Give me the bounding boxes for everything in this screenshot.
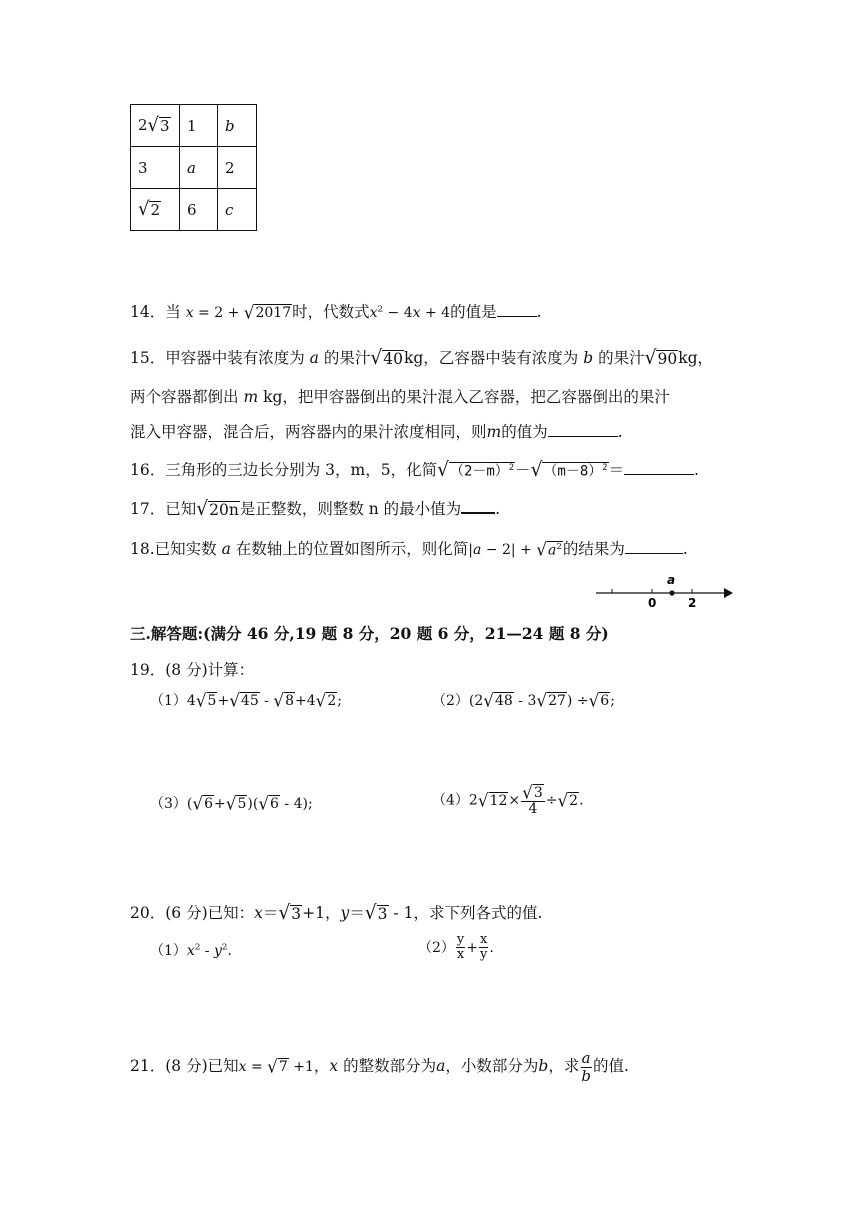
- table-row: [131, 105, 257, 147]
- question-20: 20．(6 分)已知：x＝ √ 3 +1，y＝ √ 3 - 1，求下列各式的值.: [130, 902, 543, 925]
- question-15-line2: 两个容器都倒出 m kg，把甲容器倒出的果汁混入乙容器，把乙容器倒出的果汁: [130, 388, 670, 406]
- question-17: 17．已知 √ 20n 是正整数，则整数 n 的最小值为 .: [130, 498, 501, 521]
- answer-blank[interactable]: [624, 474, 694, 475]
- question-21: 21．(8 分)已知x = √ 7 +1，x 的整数部分为a，小数部分为b，求 $\frac{a}{b}$ 的值.: [130, 1049, 629, 1085]
- question-15-line3: 混入甲容器，混合后，两容器内的果汁浓度相同，则m的值为 .: [130, 423, 623, 441]
- question-18: 18.已知实数 a 在数轴上的位置如图所示，则化简|a − 2| + √ $a^2$ 的结果为 .: [130, 538, 688, 560]
- number-line: [590, 572, 740, 612]
- point-a-label: a: [667, 573, 676, 587]
- table-cell: 3: [131, 147, 180, 189]
- table-cell: √ 2: [131, 189, 180, 231]
- question-19: 19．(8 分)计算：: [130, 661, 255, 679]
- question-20-part2: （2） $\frac{y}{x}$ + $\frac{x}{y}$ .: [418, 932, 494, 963]
- question-15-line1: 15．甲容器中装有浓度为 a 的果汁 √ 40 kg，乙容器中装有浓度为 b 的果汁 √ 90 kg，: [130, 347, 714, 370]
- tick-label-2: 2: [688, 596, 697, 610]
- answer-blank[interactable]: [548, 436, 618, 437]
- question-16: 16．三角形的三边长分别为 3，m，5，化简 √ $(2-m)^2$ － √ $(m-8)^2$ ＝ .: [130, 459, 699, 482]
- tick-label-0: 0: [648, 596, 657, 610]
- table-cell: 6: [180, 189, 218, 231]
- question-19-part4: （4）2 √ 12 × √ 3 4 ÷ √ 2 .: [432, 781, 584, 818]
- question-14: 14．当 x = 2 + √ 2017 时，代数式$x^2 - 4x + 4$的值是 .: [130, 301, 542, 323]
- table-cell: a: [180, 147, 218, 189]
- answer-blank[interactable]: [497, 316, 537, 317]
- question-20-part1: $(1)x^2 - y^2$.: [150, 942, 232, 959]
- section-heading: 三.解答题:(满分 46 分,19 题 8 分，20 题 6 分，21—24 题 8 分): [130, 624, 609, 643]
- answer-blank[interactable]: [461, 512, 495, 514]
- table-cell: c: [218, 189, 257, 231]
- table-row: [131, 147, 257, 189]
- question-19-part2: （2）(2 √ 48 - 3 √ 27 ) ÷ √ 6 ;: [432, 689, 615, 711]
- answer-blank[interactable]: [625, 553, 683, 554]
- table-cell: 2 √ 3: [131, 105, 180, 147]
- question-19-part3: （3）( √ 6 + √ 5 )( √ 6 - 4);: [150, 792, 313, 814]
- table-cell: b: [218, 105, 257, 147]
- value-grid: [130, 104, 257, 231]
- question-19-part1: （1）4 √ 5 + √ 45 - √ 8 +4 √ 2 ;: [150, 689, 342, 711]
- table-cell: 2: [218, 147, 257, 189]
- table-row: [131, 189, 257, 231]
- table-cell: 1: [180, 105, 218, 147]
